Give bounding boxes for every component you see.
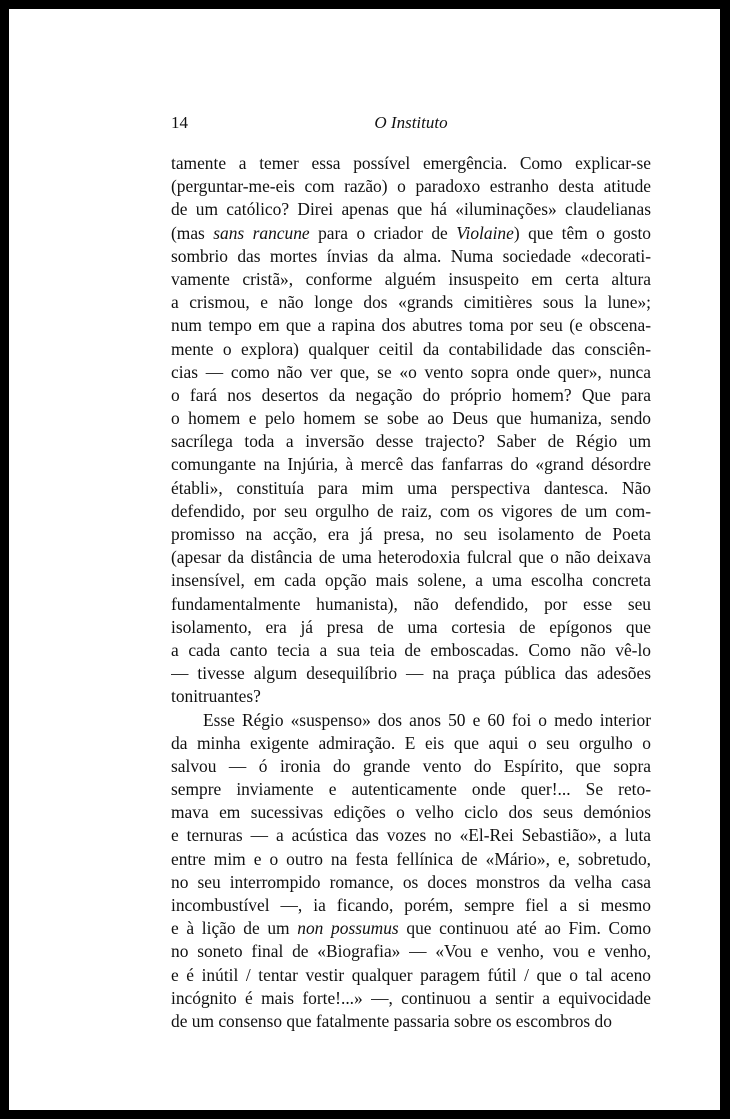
text-line: incógnito é mais forte!...» —, continuou a sentir a equivocidade	[171, 987, 651, 1008]
text-line: (apesar da distância de uma heterodoxia fulcral que o não deixava	[171, 547, 651, 568]
text-line: (perguntar-me-eis com razão) o paradoxo estranho desta atitude	[171, 176, 651, 197]
text-line: entre mim e o outro na festa fellínica de «Mário», e, sobretudo,	[171, 848, 651, 869]
text-line: insensível, em cada opção mais solene, a uma escolha concreta	[171, 570, 651, 591]
text-line: Esse Régio «suspenso» dos anos 50 e 60 foi o medo interior	[203, 709, 651, 730]
book-page	[9, 9, 720, 1110]
text-line: e é inútil / tentar vestir qualquer paragem fútil / que o tal aceno	[171, 964, 651, 985]
text-line: sacrílega toda a inversão desse trajecto? Saber de Régio um	[171, 431, 651, 452]
running-title: O Instituto	[374, 113, 448, 132]
text-line: cias — como não ver que, se «o vento sopra onde quer», nunca	[171, 361, 651, 382]
text-line: num tempo em que a rapina dos abutres toma por seu (e obscena-	[171, 315, 651, 336]
text-line: — tivesse algum desequilíbrio — na praça pública das adesões	[171, 663, 651, 684]
text-line: e à lição de um non possumus que continuou até ao Fim. Como	[171, 918, 651, 939]
text-line: vamente cristã», conforme alguém insuspeito em certa altura	[171, 268, 651, 289]
text-line: promisso na acção, era já presa, no seu isolamento de Poeta	[171, 524, 651, 544]
text-line: de um católico? Direi apenas que há «iluminações» claudelianas	[171, 199, 651, 220]
page-header	[171, 113, 651, 137]
text-line: tonitruantes?	[171, 686, 261, 707]
text-line: (mas sans rancune para o criador de Violaine) que têm o gosto	[171, 222, 651, 243]
page-number: 14	[171, 113, 188, 132]
text-line: no seu interrompido romance, os doces monstros da velha casa	[171, 871, 651, 892]
body-text	[171, 152, 651, 1033]
text-line: comungante na Injúria, à mercê das fanfarras do «grand désordre	[171, 454, 651, 475]
text-line: mava em sucessivas edições o velho ciclo dos seus demónios	[171, 802, 651, 823]
text-line: a cada canto tecia a sua teia de emboscadas. Como não vê-lo	[171, 639, 651, 660]
text-line: o homem e pelo homem se sobe ao Deus que humaniza, sendo	[171, 408, 651, 429]
text-line: fundamentalmente humanista), não defendido, por esse seu	[171, 593, 651, 614]
text-line: mente o explora) qualquer ceitil da contabilidade das consciên-	[171, 338, 651, 359]
text-line: da minha exigente admiração. E eis que aqui o seu orgulho o	[171, 732, 651, 753]
text-line: defendido, por seu orgulho de raiz, com os vigores de um com-	[171, 500, 651, 521]
text-line: salvou — ó ironia do grande vento do Espírito, que sopra	[171, 755, 651, 776]
text-line: sempre inviamente e autenticamente onde quer!... Se reto-	[171, 779, 651, 800]
text-line: incombustível —, ia ficando, porém, sempre fiel a si mesmo	[171, 895, 651, 915]
text-line: a crismou, e não longe dos «grands cimitières sous la lune»;	[171, 292, 651, 313]
text-line: de um consenso que fatalmente passaria sobre os escombros do	[171, 1010, 612, 1031]
text-line: no soneto final de «Biografia» — «Vou e venho, vou e venho,	[171, 941, 651, 962]
text-line: o fará nos desertos da negação do próprio homem? Que para	[171, 384, 651, 405]
text-line: tamente a temer essa possível emergência. Como explicar-se	[171, 153, 651, 173]
text-line: e ternuras — a acústica das vozes no «El-Rei Sebastião», a luta	[171, 825, 651, 846]
text-line: isolamento, era já presa de uma cortesia de epígonos que	[171, 616, 651, 637]
text-line: établi», constituía para mim uma perspectiva dantesca. Não	[171, 477, 651, 498]
text-line: sombrio das mortes ínvias da alma. Numa sociedade «decorati-	[171, 245, 651, 266]
